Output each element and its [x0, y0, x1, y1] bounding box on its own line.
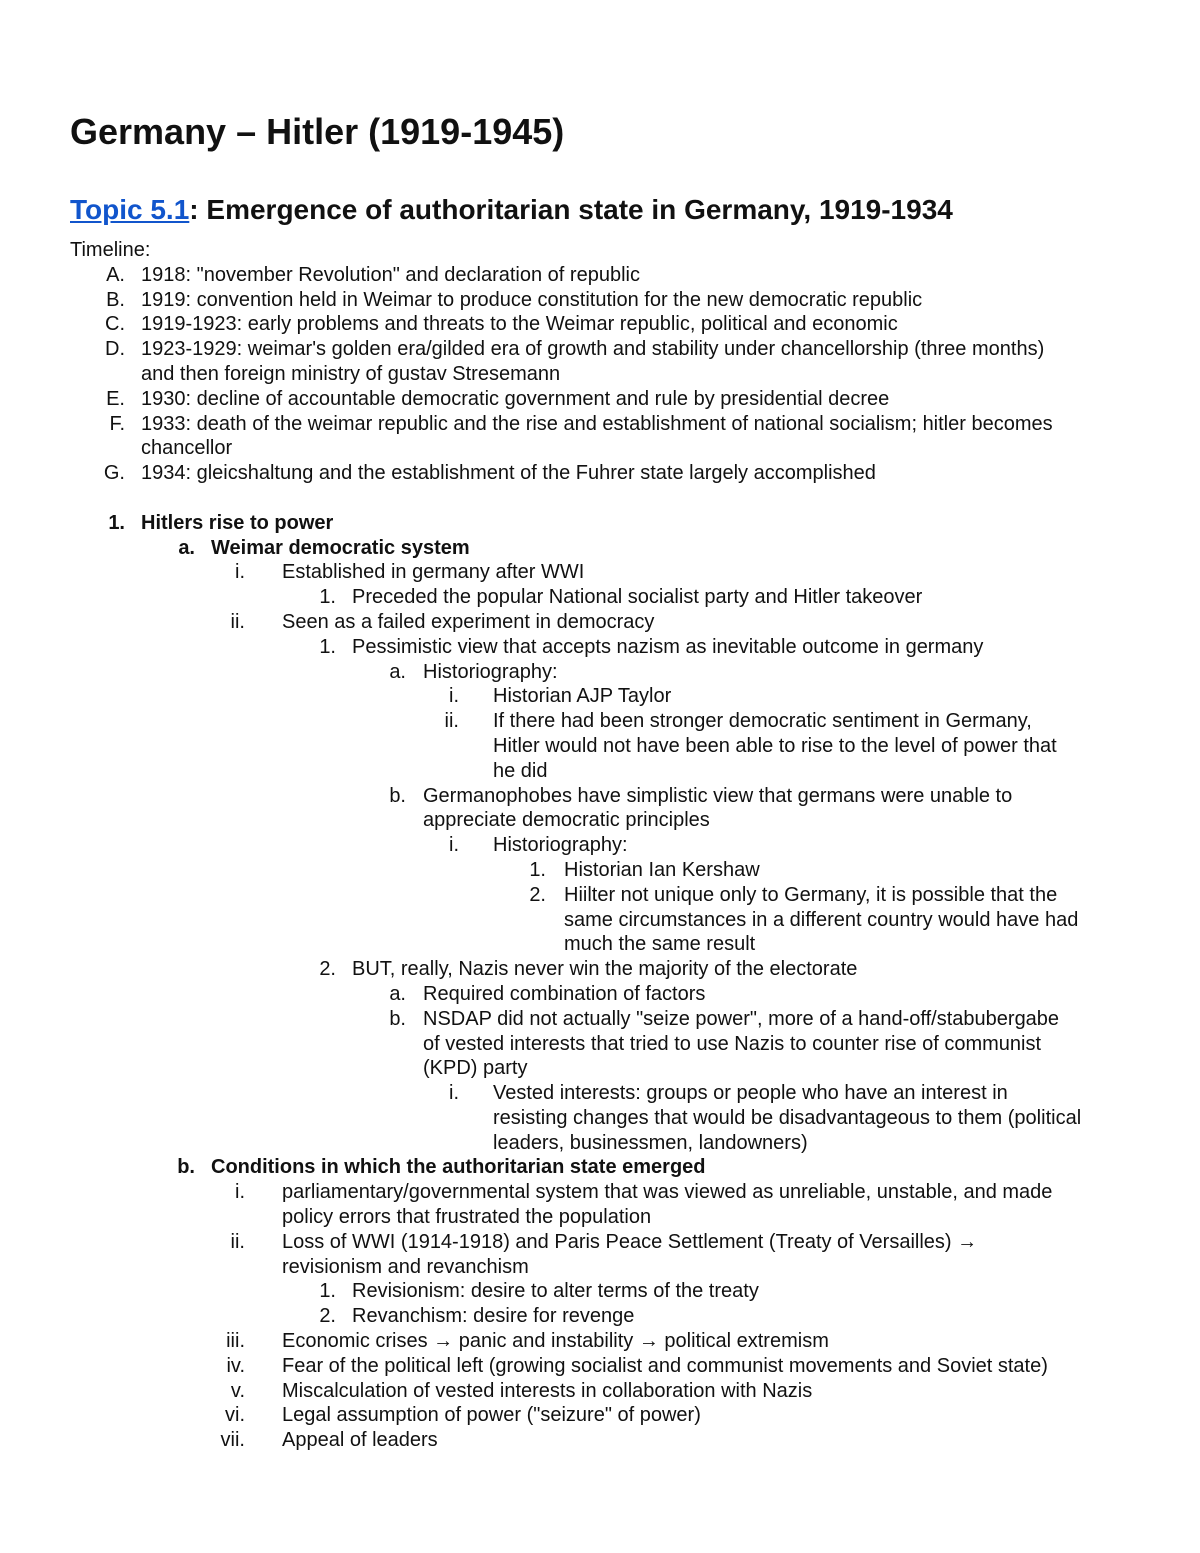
list-item-text: and then foreign ministry of gustav Stresemann [141, 362, 561, 385]
list-item-text: Economic crises → panic and instability → political extremism [282, 1330, 829, 1353]
list-marker: B. [106, 288, 125, 311]
list-item-text: appreciate democratic principles [423, 809, 710, 832]
list-item-text: 1933: death of the weimar republic and the rise and establishment of national socialism; hitler becomes [141, 412, 1053, 435]
outline-item [0, 1354, 1200, 1379]
timeline-item [0, 362, 1200, 387]
list-marker: D. [105, 338, 125, 361]
list-item-text: much the same result [564, 933, 756, 956]
list-item-text: BUT, really, Nazis never win the majority of the electorate [352, 958, 858, 981]
timeline-item [0, 387, 1200, 412]
list-item-text: Revanchism: desire for revenge [352, 1305, 635, 1328]
list-item-text: (KPD) party [423, 1057, 528, 1080]
timeline-item [0, 263, 1200, 288]
timeline-item [0, 337, 1200, 362]
outline-item [0, 1205, 1200, 1230]
outline-item [0, 585, 1200, 610]
list-marker: 2. [529, 883, 546, 906]
list-item-text: Vested interests: groups or people who have an interest in [493, 1082, 1008, 1105]
list-item-text: Legal assumption of power ("seizure" of power) [282, 1404, 701, 1427]
list-marker: i. [449, 685, 459, 708]
list-item-text: Appeal of leaders [282, 1429, 438, 1452]
outline-item [0, 982, 1200, 1007]
outline-item [0, 808, 1200, 833]
list-item-text: parliamentary/governmental system that was viewed as unreliable, unstable, and made [282, 1181, 1053, 1204]
outline-item [0, 1279, 1200, 1304]
list-item-text: Weimar democratic system [211, 536, 470, 559]
outline-item [0, 1081, 1200, 1106]
list-item-text: Conditions in which the authoritarian state emerged [211, 1156, 706, 1179]
outline-item [0, 734, 1200, 759]
topic-heading-text: : Emergence of authoritarian state in Germany, 1919-1934 [189, 194, 953, 225]
list-marker: 1. [108, 511, 125, 534]
list-item-text: If there had been stronger democratic sentiment in Germany, [493, 710, 1032, 733]
list-item-text: Preceded the popular National socialist party and Hitler takeover [352, 586, 923, 609]
list-item-text: Seen as a failed experiment in democracy [282, 610, 655, 633]
list-marker: b. [389, 1007, 406, 1030]
list-item-text: 1930: decline of accountable democratic government and rule by presidential decree [141, 387, 890, 410]
list-marker: A. [106, 263, 125, 286]
list-item-text: of vested interests that tried to use Nazis to counter rise of communist [423, 1032, 1042, 1055]
list-item-text: policy errors that frustrated the population [282, 1206, 652, 1229]
outline-item [0, 536, 1200, 561]
outline-item [0, 858, 1200, 883]
list-marker: vii. [220, 1429, 245, 1452]
list-marker: C. [105, 313, 125, 336]
list-item-text: resisting changes that would be disadvantageous to them (political [493, 1106, 1082, 1129]
list-marker: 1. [529, 858, 546, 881]
document-body [0, 238, 1200, 1453]
list-item-text: Historiography: [493, 834, 628, 857]
list-marker: 1. [319, 1280, 336, 1303]
list-marker: 1. [319, 635, 336, 658]
list-item-text: Germanophobes have simplistic view that germans were unable to [423, 784, 1013, 807]
list-marker: iv. [226, 1354, 245, 1377]
list-item-text: Historian Ian Kershaw [564, 858, 760, 881]
list-marker: E. [106, 387, 125, 410]
topic-heading [70, 190, 953, 230]
list-marker: i. [235, 561, 245, 584]
outline-item [0, 560, 1200, 585]
list-item-text: Historiography: [423, 660, 558, 683]
list-marker: vi. [225, 1404, 245, 1427]
outline-item [0, 1056, 1200, 1081]
list-item-text: Established in germany after WWI [282, 561, 585, 584]
list-item-text: 1919: convention held in Weimar to produce constitution for the new democratic republic [141, 288, 923, 311]
list-marker: ii. [230, 1230, 245, 1253]
list-item-text: 1918: "november Revolution" and declaration of republic [141, 263, 640, 286]
list-marker: a. [389, 982, 406, 1005]
list-item-text: NSDAP did not actually "seize power", more of a hand-off/stabubergabe [423, 1007, 1060, 1030]
outline-item [0, 1106, 1200, 1131]
outline-item [0, 1180, 1200, 1205]
list-item-text: same circumstances in a different country would have had [564, 908, 1079, 931]
page-title: Germany – Hitler (1919-1945) [70, 111, 565, 152]
list-item-text: Hiilter not unique only to Germany, it is possible that the [564, 883, 1058, 906]
list-item-text: 1923-1929: weimar's golden era/gilded era of growth and stability under chancellorship (three months) [141, 338, 1045, 361]
list-item-text: Pessimistic view that accepts nazism as inevitable outcome in germany [352, 635, 984, 658]
list-marker: i. [235, 1181, 245, 1204]
outline-item [0, 1032, 1200, 1057]
list-item-text: he did [493, 759, 548, 782]
outline-item [0, 1230, 1200, 1255]
outline-item [0, 1155, 1200, 1180]
outline-item [0, 684, 1200, 709]
outline-item [0, 759, 1200, 784]
list-marker: ii. [444, 710, 459, 733]
list-marker: a. [178, 536, 195, 559]
list-marker: F. [109, 412, 125, 435]
timeline-item [0, 312, 1200, 337]
timeline-item [0, 461, 1200, 486]
list-marker: 2. [319, 958, 336, 981]
list-item-text: Historian AJP Taylor [493, 685, 672, 708]
list-marker: G. [103, 462, 125, 485]
list-item-text: Revisionism: desire to alter terms of the treaty [352, 1280, 759, 1303]
outline-item [0, 833, 1200, 858]
topic-link[interactable]: Topic 5.1 [70, 194, 190, 225]
outline-item [0, 1379, 1200, 1404]
list-marker: i. [449, 834, 459, 857]
outline-item [0, 957, 1200, 982]
list-marker: 1. [319, 586, 336, 609]
outline-item [0, 883, 1200, 908]
timeline-item [0, 436, 1200, 461]
list-item-text: 1919-1923: early problems and threats to the Weimar republic, political and economic [141, 313, 898, 336]
list-item-text: leaders, businessmen, landowners) [493, 1131, 808, 1154]
timeline-label: Timeline: [70, 239, 151, 261]
outline-item [0, 784, 1200, 809]
list-marker: i. [449, 1082, 459, 1105]
timeline-item [0, 288, 1200, 313]
list-item-text: Hitler would not have been able to rise to the level of power that [493, 734, 1057, 757]
outline-item [0, 1255, 1200, 1280]
list-item-text: Miscalculation of vested interests in collaboration with Nazis [282, 1379, 813, 1402]
outline-item [0, 610, 1200, 635]
outline-item [0, 1329, 1200, 1354]
list-item-text: Required combination of factors [423, 982, 706, 1005]
list-marker: b. [389, 784, 406, 807]
list-marker: iii. [226, 1330, 245, 1353]
outline-item [0, 1131, 1200, 1156]
outline-item [0, 1428, 1200, 1453]
list-marker: ii. [230, 610, 245, 633]
list-item-text: chancellor [141, 437, 233, 460]
outline-item [0, 1007, 1200, 1032]
outline-item [0, 908, 1200, 933]
outline-item [0, 932, 1200, 957]
list-marker: a. [389, 660, 406, 683]
spacer [0, 486, 1200, 511]
timeline-label-row [0, 238, 1200, 263]
list-item-text: Loss of WWI (1914-1918) and Paris Peace Settlement (Treaty of Versailles) → [282, 1230, 978, 1253]
outline-item [0, 635, 1200, 660]
outline-item [0, 660, 1200, 685]
list-item-text: 1934: gleicshaltung and the establishment of the Fuhrer state largely accomplished [141, 462, 876, 485]
list-item-text: Hitlers rise to power [141, 511, 334, 534]
outline-item [0, 709, 1200, 734]
list-marker: 2. [319, 1305, 336, 1328]
outline-item [0, 1403, 1200, 1428]
list-item-text: Fear of the political left (growing socialist and communist movements and Soviet state) [282, 1354, 1048, 1377]
outline-item [0, 1304, 1200, 1329]
list-marker: v. [230, 1379, 245, 1402]
list-item-text: revisionism and revanchism [282, 1255, 529, 1278]
list-marker: b. [177, 1156, 195, 1179]
outline-item [0, 511, 1200, 536]
timeline-item [0, 412, 1200, 437]
